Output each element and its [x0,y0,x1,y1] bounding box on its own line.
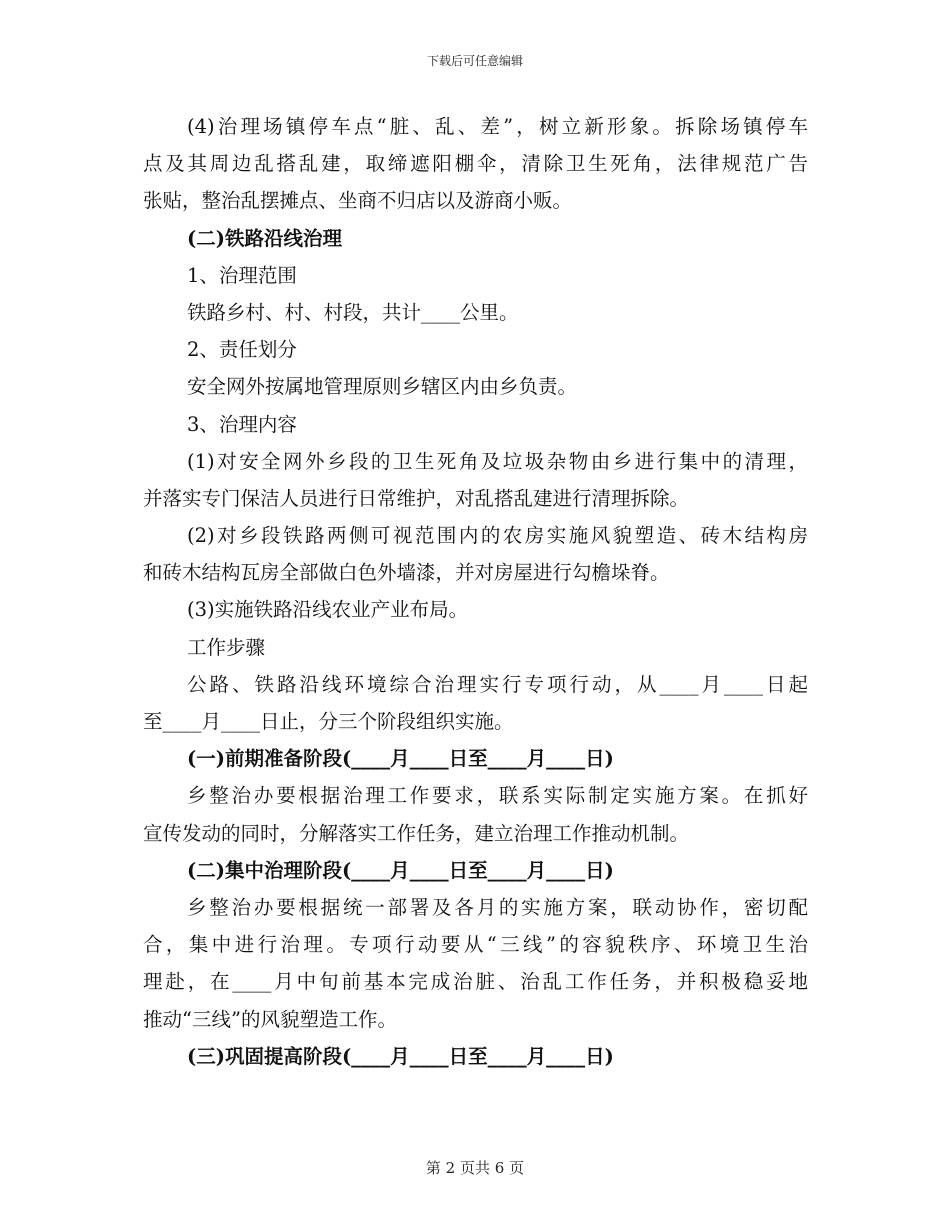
paragraph-line: 乡整治办要根据统一部署及各月的实施方案，联动协作，密切配 [187,895,808,919]
page-footer: 第 2 页共 6 页 [425,1159,525,1177]
document-body [143,108,808,1075]
paragraph-line: 2、责任划分 [187,338,297,362]
paragraph-line: 3、治理内容 [187,412,297,436]
section-heading: (三)巩固提高阶段(____月____日至____月____日) [187,1044,614,1068]
paragraph-line: 工作步骤 [187,635,266,659]
paragraph-line: 宣传发动的同时，分解落实工作任务，建立治理工作推动机制。 [143,821,690,845]
paragraph-line: 和砖木结构瓦房全部做白色外墙漆，并对房屋进行勾檐垛脊。 [143,561,670,585]
paragraph-line: (3)实施铁路沿线农业产业布局。 [187,598,469,622]
paragraph-line: 理赴，在____月中旬前基本完成治脏、治乱工作任务，并积极稳妥地 [143,970,808,994]
paragraph-line: (2)对乡段铁路两侧可视范围内的农房实施风貌塑造、砖木结构房 [187,524,808,548]
paragraph-line: 1、治理范围 [187,263,297,287]
section-heading: (二)集中治理阶段(____月____日至____月____日) [187,858,614,882]
section-heading: (一)前期准备阶段(____月____日至____月____日) [187,747,614,771]
section-heading: (二)铁路沿线治理 [187,226,342,250]
paragraph-line: 至____月____日止，分三个阶段组织实施。 [143,710,514,733]
paragraph-line: 安全网外按属地管理原则乡辖区内由乡负责。 [187,375,578,399]
page-header: 下载后可任意编辑 [426,54,523,68]
paragraph-line: 铁路乡村、村、村段，共计____公里。 [187,300,519,324]
paragraph-line: 张贴，整治乱摆摊点、坐商不归店以及游商小贩。 [143,189,573,213]
paragraph-line: (1)对安全网外乡段的卫生死角及垃圾杂物由乡进行集中的清理， [187,449,808,473]
paragraph-line: 点及其周边乱搭乱建，取缔遮阳棚伞，清除卫生死角，法律规范广告 [143,152,808,176]
paragraph-line: 并落实专门保洁人员进行日常维护，对乱搭乱建进行清理拆除。 [143,486,690,510]
paragraph-line: 推动“三线”的风貌塑造工作。 [143,1007,397,1031]
paragraph-line: 合，集中进行治理。专项行动要从“三线”的容貌秩序、环境卫生治 [143,933,808,957]
paragraph-line: 公路、铁路沿线环境综合治理实行专项行动，从____月____日起 [187,672,808,696]
paragraph-line: (4)治理场镇停车点“脏、乱、差”，树立新形象。拆除场镇停车 [187,115,808,138]
paragraph-line: 乡整治办要根据治理工作要求，联系实际制定实施方案。在抓好 [187,784,808,808]
